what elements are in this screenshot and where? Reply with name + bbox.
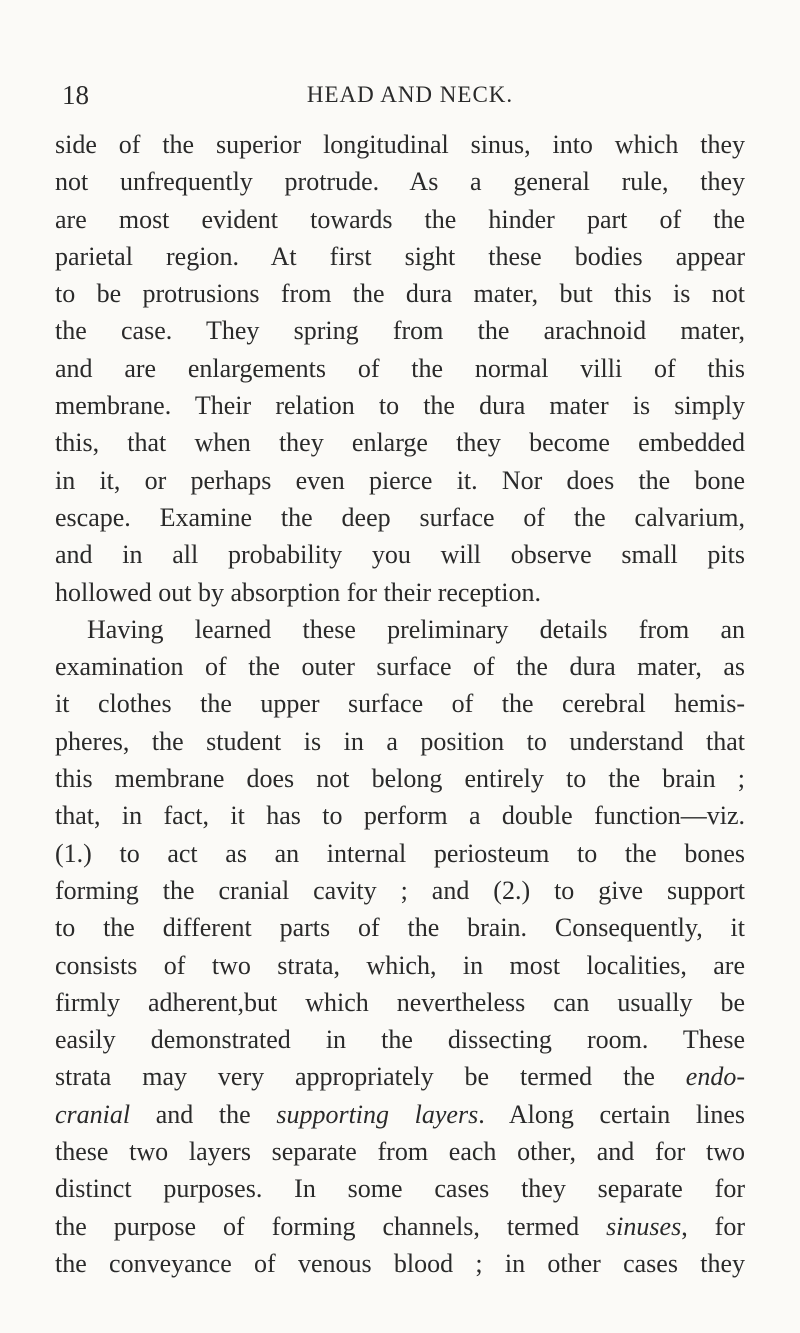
text-segment: these two layers separate from each other, and for two	[55, 1137, 745, 1167]
text-segment: and the	[130, 1099, 277, 1129]
text-segment: consists of two strata, which, in most localities, are	[55, 950, 745, 980]
text-line	[55, 797, 745, 834]
text-segment: the case. They spring from the arachnoid mater,	[55, 316, 745, 346]
text-line	[55, 312, 745, 349]
text-line	[55, 201, 745, 238]
text-line	[55, 1208, 745, 1245]
text-line	[55, 462, 745, 499]
text-segment: distinct purposes. In some cases they separate for	[55, 1174, 745, 1204]
text-segment: in it, or perhaps even pierce it. Nor does the bone	[55, 465, 745, 495]
text-line	[55, 648, 745, 685]
text-segment: hollowed out by absorption for their reception.	[55, 577, 541, 607]
text-line	[55, 1058, 745, 1095]
text-line	[55, 611, 745, 648]
italic-term: sinuses	[606, 1211, 682, 1241]
text-line	[55, 1133, 745, 1170]
text-line	[55, 1245, 745, 1282]
text-line	[55, 909, 745, 946]
text-segment: the conveyance of venous blood ; in other cases they	[55, 1248, 745, 1278]
text-segment: to be protrusions from the dura mater, but this is not	[55, 279, 745, 309]
text-line	[55, 947, 745, 984]
text-segment: side of the superior longitudinal sinus, into which they	[55, 130, 745, 159]
text-line	[55, 984, 745, 1021]
italic-term: supporting layers	[276, 1099, 479, 1129]
text-segment: this membrane does not belong entirely to the brain ;	[55, 764, 745, 794]
text-segment: parietal region. At first sight these bodies appear	[55, 241, 745, 271]
text-segment: and in all probability you will observe small pits	[55, 540, 745, 570]
text-segment: easily demonstrated in the dissecting room. These	[55, 1025, 745, 1055]
italic-term: endo-	[685, 1062, 745, 1092]
text-segment: forming the cranial cavity ; and (2.) to give support	[55, 875, 745, 905]
text-segment: . Along certain lines	[478, 1099, 745, 1129]
text-line	[55, 685, 745, 722]
text-line	[55, 126, 745, 163]
text-line	[55, 275, 745, 312]
text-segment: (1.) to act as an internal periosteum to the bones	[55, 838, 745, 868]
text-segment: it clothes the upper surface of the cerebral hemis-	[55, 689, 745, 719]
text-line	[55, 238, 745, 275]
text-line	[55, 760, 745, 797]
text-line	[55, 1096, 745, 1133]
text-line	[55, 350, 745, 387]
text-segment: strata may very appropriately be termed the	[55, 1062, 686, 1092]
text-line	[55, 723, 745, 760]
text-segment: to the different parts of the brain. Consequently, it	[55, 913, 745, 943]
text-segment: examination of the outer surface of the dura mater, as	[55, 652, 745, 682]
italic-term: cranial	[55, 1099, 131, 1129]
text-segment: Having learned these preliminary details from an	[87, 614, 745, 644]
text-line	[55, 872, 745, 909]
body-text	[55, 126, 745, 1282]
text-segment: firmly adherent,but which nevertheless can usually be	[55, 987, 745, 1017]
running-title: HEAD AND NECK.	[306, 82, 514, 107]
text-line	[55, 835, 745, 872]
text-line	[55, 499, 745, 536]
text-line	[55, 163, 745, 200]
text-segment: membrane. Their relation to the dura mater is simply	[55, 391, 745, 421]
text-segment: not unfrequently protrude. As a general rule, they	[55, 167, 745, 197]
text-segment: escape. Examine the deep surface of the calvarium,	[55, 502, 745, 532]
text-segment: that, in fact, it has to perform a double function—viz.	[55, 801, 745, 831]
text-line	[55, 574, 745, 611]
text-line	[55, 424, 745, 461]
text-segment: and are enlargements of the normal villi of this	[55, 353, 745, 383]
text-line	[55, 536, 745, 573]
text-segment: , for	[681, 1211, 745, 1241]
text-line	[55, 1170, 745, 1207]
text-line	[55, 387, 745, 424]
text-segment: the purpose of forming channels, termed	[55, 1211, 607, 1241]
text-segment: are most evident towards the hinder part of the	[55, 204, 745, 234]
page-number: 18	[62, 80, 89, 110]
text-line	[55, 1021, 745, 1058]
text-segment: this, that when they enlarge they become embedded	[55, 428, 745, 458]
text-segment: pheres, the student is in a position to understand that	[55, 726, 745, 756]
